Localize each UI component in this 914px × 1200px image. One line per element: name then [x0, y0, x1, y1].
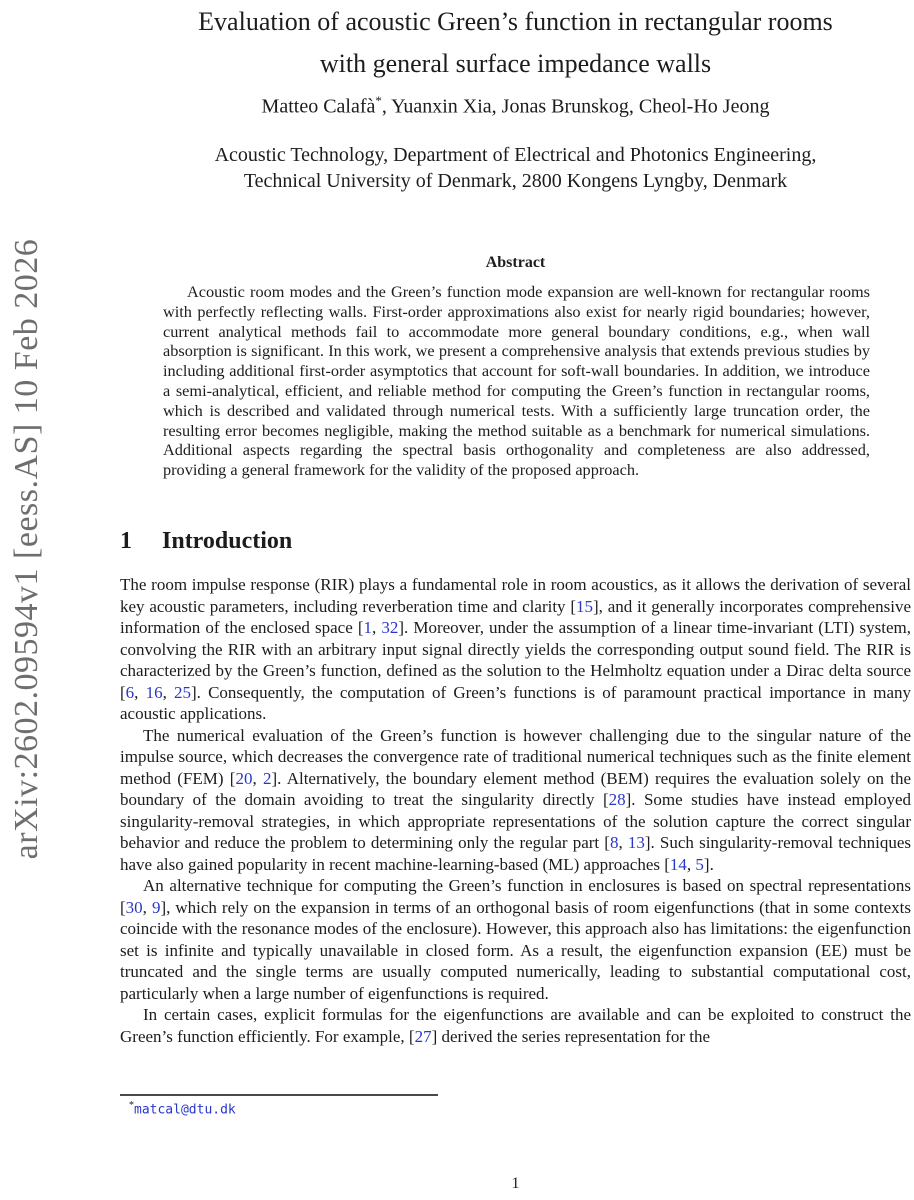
footnote-email-link[interactable]: matcal@dtu.dk	[134, 1102, 236, 1118]
citation-link[interactable]: 13	[627, 833, 645, 852]
paper-title	[120, 1, 911, 85]
paper-title-line2: with general surface impedance walls	[319, 49, 712, 78]
body-text	[120, 574, 911, 1047]
citation-link[interactable]: 5	[695, 854, 704, 874]
affiliation-line1: Acoustic Technology, Department of Electrical and Photonics Engineering,	[214, 144, 817, 166]
affiliation-line2: Technical University of Denmark, 2800 Kongens Lyngby, Denmark	[243, 170, 788, 192]
section-heading	[120, 528, 292, 555]
paper-title-line1: Evaluation of acoustic Green’s function in rectangular rooms	[198, 7, 833, 36]
section-number: 1	[120, 528, 132, 554]
author-names-post: , Yuanxin Xia, Jonas Brunskog, Cheol-Ho Jeong	[381, 95, 770, 118]
author-names-pre: Matteo Calafà	[261, 95, 376, 118]
author-footnote-mark: *	[375, 93, 382, 108]
footnote-block	[120, 1094, 911, 1118]
authors-line	[120, 93, 911, 119]
citation-link[interactable]: 6	[125, 682, 135, 702]
footnote-rule	[120, 1094, 438, 1096]
citation-link[interactable]: 32	[381, 618, 399, 637]
paragraph: The room impulse response (RIR) plays a fundamental role in room acoustics, as it allows the derivation of several key acoustic parameters, including reverberation time and clarity [15], and it generally incorporates comprehensive information of the enclosed space [1, 32]. Moreover, under the assumption of a linear time-invariant (LTI) system, convolving the RIR with an arbitrary input signal directly yields the corresponding output sound field. The RIR is characterized by the Green’s function, defined as the solution to the Helmholtz equation under a Dirac delta source [6, 16, 25]. Consequently, the computation of Green’s functions is of paramount practical importance in many acoustic applications.	[120, 575, 911, 723]
paragraph: The numerical evaluation of the Green’s function is however challenging due to the singular nature of the impulse source, which decreases the convergence rate of traditional numerical techniques such as the finite element method (FEM) [20, 2]. Alternatively, the boundary element method (BEM) requires the evaluation solely on the boundary of the domain avoiding to treat the singularity directly [28]. Some studies have instead employed singularity-removal strategies, in which appropriate representations of the solution capture the correct singular behavior and reduce the problem to determining only the regular part [8, 13]. Such singularity-removal techniques have also gained popularity in recent machine-learning-based (ML) approaches [14, 5].	[120, 725, 911, 874]
citation-link[interactable]: 15	[576, 596, 593, 616]
citation-link[interactable]: 16	[145, 682, 163, 702]
citation-link[interactable]: 27	[414, 1026, 432, 1046]
abstract-heading: Abstract	[485, 254, 546, 271]
footnote-mark: *	[129, 1100, 134, 1111]
citation-link[interactable]: 9	[151, 897, 161, 917]
paragraph: An alternative technique for computing the Green’s function in enclosures is based on spectral representations [30, 9], which rely on the expansion in terms of an orthogonal basis of room eigenfunctions (that in some contexts coincide with the resonance modes of the enclosure). However, this approach also has limitations: the eigenfunction set is infinite and typically unavailable in closed form. As a result, the eigenfunction expansion (EE) must be truncated and the single terms are usually computed numerically, leading to substantial computational cost, particularly when a large number of eigenfunctions is required.	[120, 876, 911, 1003]
section-title: Introduction	[162, 528, 293, 554]
page-number: 1	[511, 1175, 520, 1192]
citation-link[interactable]: 28	[608, 790, 626, 809]
paragraph: In certain cases, explicit formulas for the eigenfunctions are available and can be exploited to construct the Green’s function efficiently. For example, [27] derived the series representation for the	[120, 1005, 911, 1046]
arxiv-stamp: arXiv:2602.09594v1 [eess.AS] 10 Feb 2026	[8, 238, 45, 860]
citation-link[interactable]: 14	[669, 854, 687, 874]
citation-link[interactable]: 30	[125, 897, 143, 917]
citation-link[interactable]: 20	[235, 768, 253, 788]
footnote	[120, 1100, 911, 1118]
citation-link[interactable]: 1	[363, 618, 373, 637]
citation-link[interactable]: 8	[609, 833, 619, 852]
citation-link[interactable]: 2	[262, 768, 272, 788]
paper-content	[120, 0, 911, 1200]
abstract-text: Acoustic room modes and the Green’s function mode expansion are well-known for rectangular rooms with perfectly reflecting walls. First-order approximations also exist for nearly rigid boundaries; however, current analytical methods fail to accommodate more general boundary conditions, e.g., when wall absorption is significant. In this work, we present a comprehensive analysis that extends previous studies by including additional first-order asymptotics that account for soft-wall boundaries. In addition, we introduce a semi-analytical, efficient, and reliable method for computing the Green’s function in rectangular rooms, which is described and validated through numerical tests. With a sufficiently large truncation order, the resulting error becomes negligible, making the method suitable as a benchmark for numerical simulations. Additional aspects regarding the spectral basis orthogonality and completeness are also addressed, providing a general framework for the validity of the proposed approach.	[163, 282, 870, 480]
citation-link[interactable]: 25	[174, 682, 192, 702]
affiliation	[120, 142, 911, 194]
